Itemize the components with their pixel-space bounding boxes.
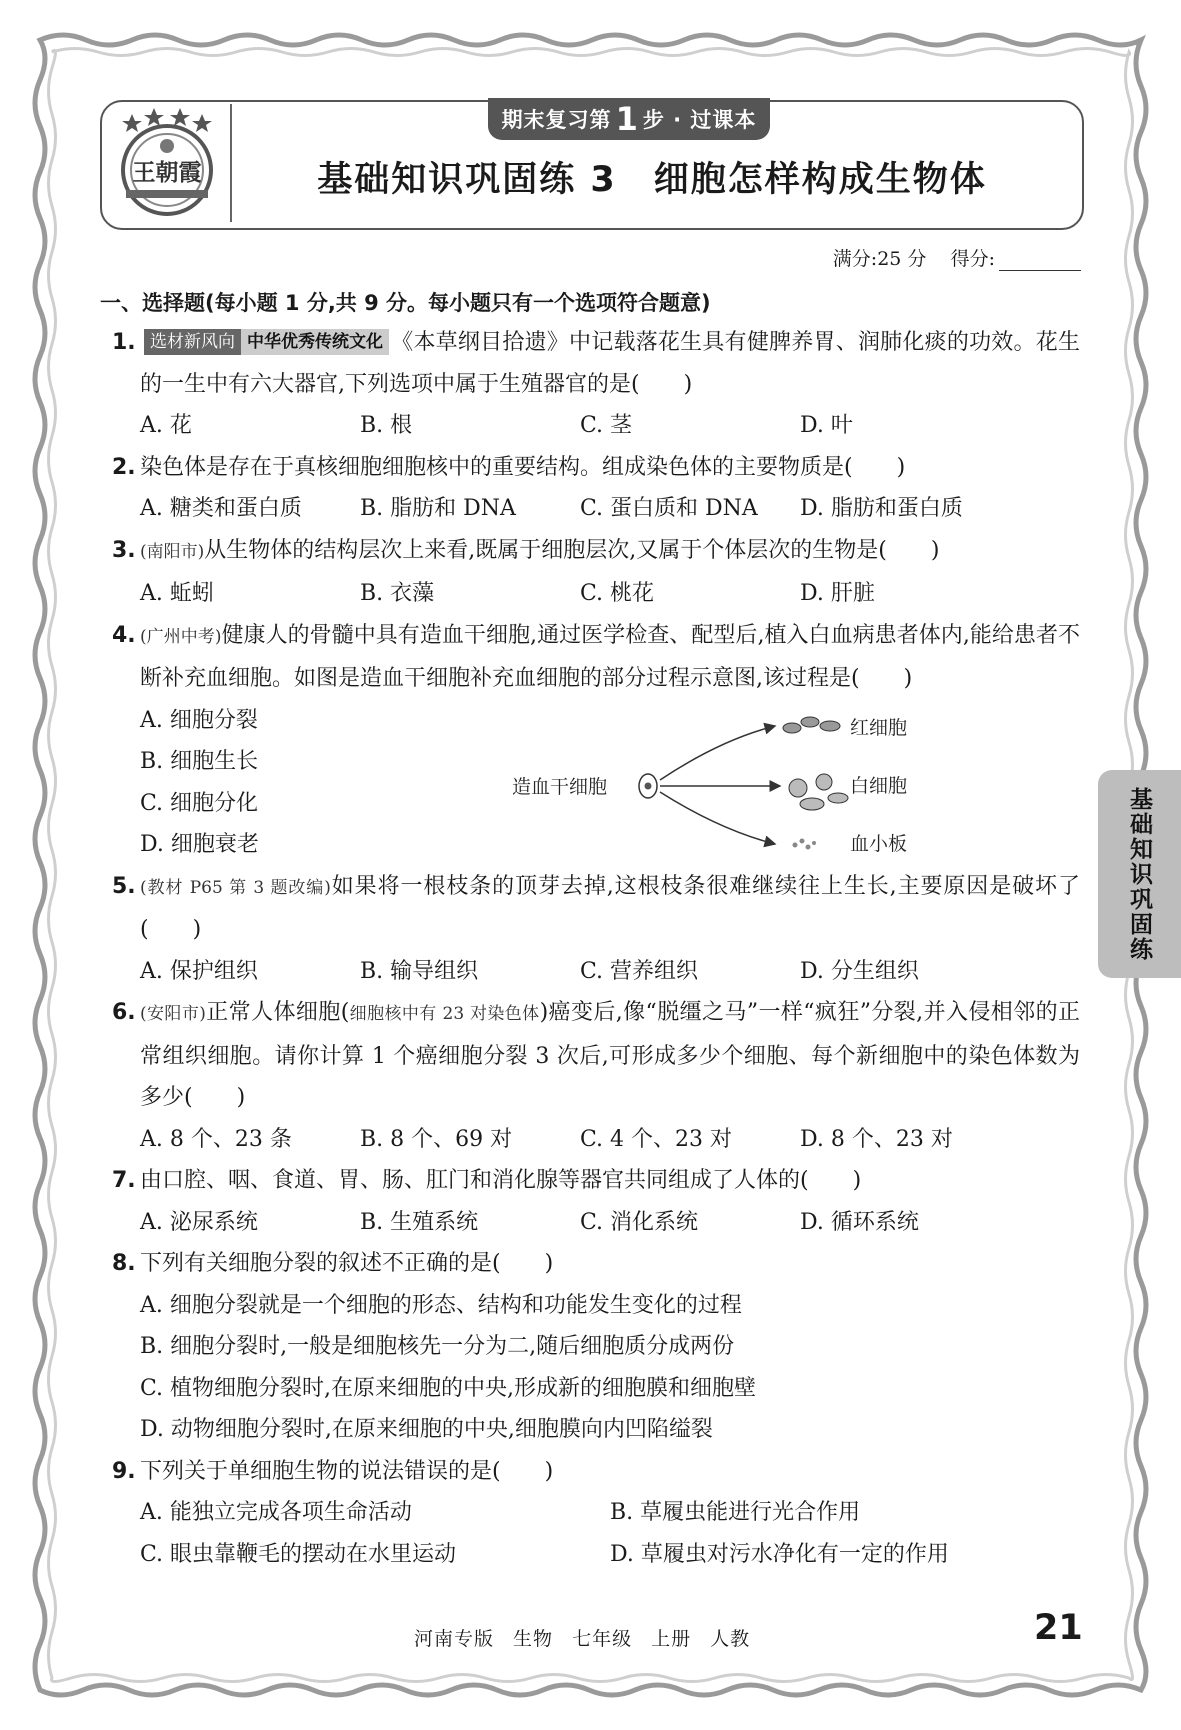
option-d: D. 叶 <box>800 413 853 438</box>
question-7 <box>100 1160 1080 1202</box>
question-number: 9. <box>112 1458 136 1484</box>
option-a: A. 花 <box>140 413 192 438</box>
option-a: A. 糖类和蛋白质 <box>140 496 302 521</box>
option-b: B. 脂肪和 DNA <box>360 496 516 521</box>
option-c: C. 蛋白质和 DNA <box>580 496 758 521</box>
option-a: A. 保护组织 <box>140 958 258 984</box>
question-number: 7. <box>112 1168 136 1193</box>
option-b: B. 输导组织 <box>360 958 479 984</box>
step-number: 1 <box>615 100 639 138</box>
option-a: A. 细胞分裂 <box>140 707 258 733</box>
question-source: (安阳市) <box>140 1004 206 1024</box>
full-score: 满分:25 分 <box>832 248 927 270</box>
section-heading: 一、选择题(每小题 1 分,共 9 分。每小题只有一个选项符合题意) <box>100 291 711 315</box>
platelet-shapes <box>793 838 817 849</box>
question-source: (南阳市) <box>140 541 205 562</box>
question-2 <box>100 447 1080 489</box>
question-stem-end: )癌变后,像“脱缰之马”一样“疯狂”分裂,并入侵相邻的正常组织细胞。请你计算 1 个癌细胞分裂 3 次后,可形成多少个细胞、每个新细胞中的染色体数为多少( ) <box>140 1000 1080 1110</box>
arrow-to-platelet <box>660 792 775 844</box>
tag-new-trend: 选材新风向 <box>144 329 241 355</box>
option-d: D. 脂肪和蛋白质 <box>800 496 963 521</box>
wangzhaoxia-logo <box>112 104 222 222</box>
step-post: 步 · 过课本 <box>642 108 757 132</box>
question-source: (教材 P65 第 3 题改编) <box>140 877 331 898</box>
arrow-to-red <box>660 726 775 780</box>
option-b: B. 草履虫能进行光合作用 <box>610 1500 861 1525</box>
option-d: D. 循环系统 <box>800 1209 919 1235</box>
question-stem: 如果将一根枝条的顶芽去掉,这根枝条很难继续往上生长,主要原因是破坏了( ) <box>140 873 1080 942</box>
question-stem: 健康人的骨髓中具有造血干细胞,通过医学检查、配型后,植入白血病患者体内,能给患者不断补充血细胞。如图是造血干细胞补充血细胞的部分过程示意图,该过程是( ) <box>140 622 1081 691</box>
option-b: B. 生殖系统 <box>360 1209 479 1235</box>
option-b: B. 衣藻 <box>360 581 435 606</box>
tag-culture: 中华优秀传统文化 <box>241 329 389 355</box>
question-stem: 从生物体的结构层次上来看,既属于细胞层次,又属于个体层次的生物是( ) <box>204 537 940 563</box>
options-3 <box>140 573 1080 615</box>
option-d: D. 草履虫对污水净化有一定的作用 <box>610 1541 949 1567</box>
option-a: A. 能独立完成各项生命活动 <box>140 1500 412 1525</box>
side-tab <box>1098 770 1181 978</box>
question-source: (广州中考) <box>140 626 222 647</box>
score-blank <box>999 252 1081 271</box>
option-d: D. 细胞衰老 <box>140 832 259 857</box>
score-label: 得分: <box>950 248 995 270</box>
label-stem-cell: 造血干细胞 <box>512 775 608 798</box>
option-c: C. 消化系统 <box>580 1209 699 1235</box>
white-cell-shapes <box>789 774 848 810</box>
question-3 <box>100 530 1080 574</box>
question-number: 8. <box>112 1251 136 1276</box>
question-list <box>100 322 1080 1575</box>
footer-text: 河南专版 生物 七年级 上册 人教 <box>414 1628 751 1650</box>
question-4-body <box>100 700 1080 866</box>
option-a: A. 蚯蚓 <box>140 581 214 606</box>
option-c: C. 4 个、23 对 <box>580 1126 733 1152</box>
option-b: B. 根 <box>360 413 413 438</box>
question-stem: 染色体是存在于真核细胞细胞核中的重要结构。组成染色体的主要物质是( ) <box>140 454 906 480</box>
option-b: B. 细胞生长 <box>140 749 259 774</box>
question-stem-note: 细胞核中有 23 对染色体 <box>349 1004 540 1024</box>
question-6 <box>100 992 1080 1119</box>
step-tab <box>488 98 770 140</box>
option-d: D. 8 个、23 对 <box>800 1126 953 1152</box>
option-d: D. 动物细胞分裂时,在原来细胞的中央,细胞膜向内凹陷缢裂 <box>140 1417 713 1442</box>
option-c: C. 桃花 <box>580 581 655 606</box>
option-a: A. 泌尿系统 <box>140 1209 258 1235</box>
side-tab-label: 基础知识巩固练 <box>1126 786 1152 962</box>
option-b: B. 细胞分裂时,一般是细胞核先一分为二,随后细胞质分成两份 <box>140 1334 735 1359</box>
options-9-row-1 <box>140 1492 1080 1534</box>
question-number: 5. <box>112 873 136 899</box>
options-2 <box>140 488 1080 530</box>
stem-cell-nucleus <box>645 782 652 789</box>
options-9-row-2 <box>140 1534 1080 1576</box>
option-b: B. 8 个、69 对 <box>360 1126 513 1152</box>
question-1 <box>100 322 1080 405</box>
option-c: C. 茎 <box>580 413 633 438</box>
question-number: 2. <box>112 454 136 480</box>
question-8 <box>100 1243 1080 1285</box>
label-red-cell: 红细胞 <box>850 716 908 739</box>
option-d: D. 肝脏 <box>800 581 875 606</box>
page-title: 基础知识巩固练 3 细胞怎样构成生物体 <box>317 160 987 200</box>
logo-text: 王朝霞 <box>132 159 202 186</box>
question-9 <box>100 1451 1080 1493</box>
step-pre: 期末复习第 <box>501 108 612 132</box>
question-stem: 由口腔、咽、食道、胃、肠、肛门和消化腺等器官共同组成了人体的( ) <box>140 1168 862 1193</box>
label-white-cell: 白细胞 <box>850 774 908 797</box>
red-cell-shapes <box>783 717 840 733</box>
option-c: C. 植物细胞分裂时,在原来细胞的中央,形成新的细胞膜和细胞壁 <box>140 1375 757 1401</box>
options-6 <box>140 1119 1080 1161</box>
question-4 <box>100 615 1080 700</box>
question-number: 1. <box>112 330 136 355</box>
question-number: 3. <box>112 537 136 563</box>
option-c: C. 眼虫靠鞭毛的摆动在水里运动 <box>140 1541 457 1567</box>
option-d: D. 分生组织 <box>800 958 919 984</box>
option-a: A. 细胞分裂就是一个细胞的形态、结构和功能发生变化的过程 <box>140 1292 742 1318</box>
question-stem: 下列有关细胞分裂的叙述不正确的是( ) <box>140 1251 554 1276</box>
options-5 <box>140 951 1080 993</box>
question-number: 4. <box>112 622 136 648</box>
option-c: C. 营养组织 <box>580 958 699 984</box>
page-number: 21 <box>1034 1608 1083 1648</box>
blood-cell-differentiation-diagram <box>500 700 1020 866</box>
options-7 <box>140 1202 1080 1244</box>
question-stem: 下列关于单细胞生物的说法错误的是( ) <box>140 1458 554 1484</box>
option-c: C. 细胞分化 <box>140 790 259 816</box>
score-row <box>833 244 1081 271</box>
question-stem: 《本草纲目拾遗》中记载落花生具有健脾养胃、润肺化痰的功效。花生的一生中有六大器官,下列选项中属于生殖器官的是( ) <box>140 330 1080 397</box>
question-5 <box>100 866 1080 951</box>
options-1 <box>140 405 1080 447</box>
question-number: 6. <box>112 1000 136 1025</box>
option-a: A. 8 个、23 条 <box>140 1126 292 1152</box>
label-platelet: 血小板 <box>850 832 908 855</box>
question-stem-start: 正常人体细胞( <box>205 1000 350 1025</box>
